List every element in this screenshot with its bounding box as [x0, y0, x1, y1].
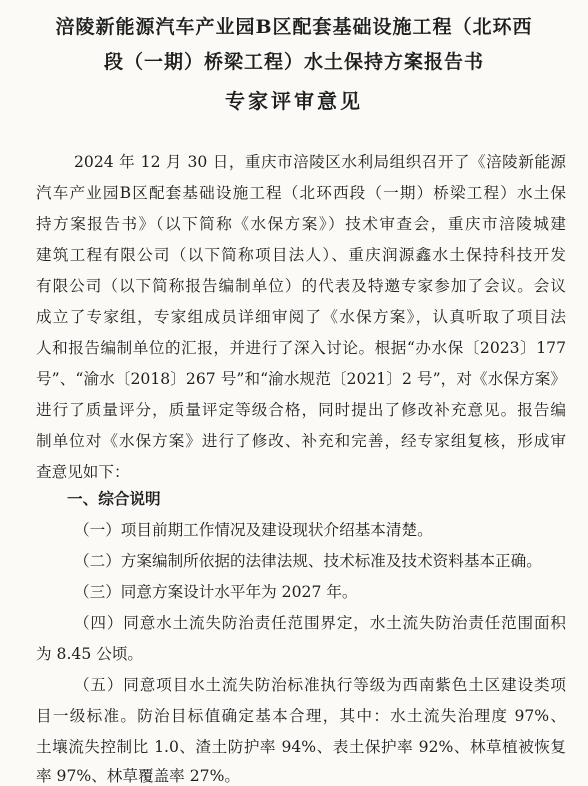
list-item: （四）同意水土流失防治责任范围界定，水土流失防治责任范围面积	[74, 614, 566, 632]
intro-line: 进行了质量评分，质量评定等级合格，同时提出了修改补充意见。报告编	[36, 401, 566, 419]
intro-line: 查意见如下：	[36, 463, 130, 481]
list-item: （三）同意方案设计水平年为 2027 年。	[74, 583, 358, 601]
title-line-1: 涪陵新能源汽车产业园B区配套基础设施工程（北环西	[55, 16, 533, 38]
list-item: （一）项目前期工作情况及建设现状介绍基本清楚。	[74, 521, 433, 539]
intro-line: 号”、“渝水〔2018〕267 号”和“渝水规范〔2021〕2 号”，对《水保方案》	[36, 370, 566, 388]
list-item: （五）同意项目水土流失防治标准执行等级为西南紫色土区建设类项	[74, 676, 566, 694]
intro-line: 持方案报告书》（以下简称《水保方案》）技术审查会，重庆市涪陵城建	[36, 215, 566, 233]
section-heading: 一、综合说明	[67, 489, 161, 508]
title-line-2: 段（一期）桥梁工程）水土保持方案报告书	[103, 51, 484, 73]
list-item-continuation: 为 8.45 公顷。	[36, 645, 144, 663]
intro-line: 有限公司（以下简称报告编制单位）的代表及特邀专家参加了会议。会议	[36, 277, 566, 295]
list-item-continuation: 率 97%、林草覆盖率 27%。	[36, 767, 240, 785]
intro-line: 人和报告编制单位的汇报，并进行了深入讨论。根据“办水保〔2023〕177	[36, 339, 566, 357]
list-item-continuation: 目一级标准。防治目标值确定基本合理，其中：水土流失治理度 97%、	[36, 707, 566, 725]
list-item: （二）方案编制所依据的法律法规、技术标准及技术资料基本正确。	[74, 552, 542, 570]
intro-line: 建筑工程有限公司（以下简称项目法人）、重庆润源鑫水土保持科技开发	[36, 246, 566, 264]
subtitle: 专家评审意见	[225, 89, 363, 113]
list-item-continuation: 土壤流失控制比 1.0、渣土防护率 94%、表土保护率 92%、林草植被恢复	[36, 738, 566, 756]
intro-line: 成立了专家组，专家组成员详细审阅了《水保方案》，认真听取了项目法	[36, 308, 566, 326]
intro-line: 制单位对《水保方案》进行了修改、补充和完善，经专家组复核，形成审	[36, 432, 566, 450]
intro-line: 汽车产业园B区配套基础设施工程（北环西段（一期）桥梁工程）水土保	[36, 184, 566, 202]
intro-line: 2024 年 12 月 30 日，重庆市涪陵区水利局组织召开了《涪陵新能源	[74, 153, 566, 171]
